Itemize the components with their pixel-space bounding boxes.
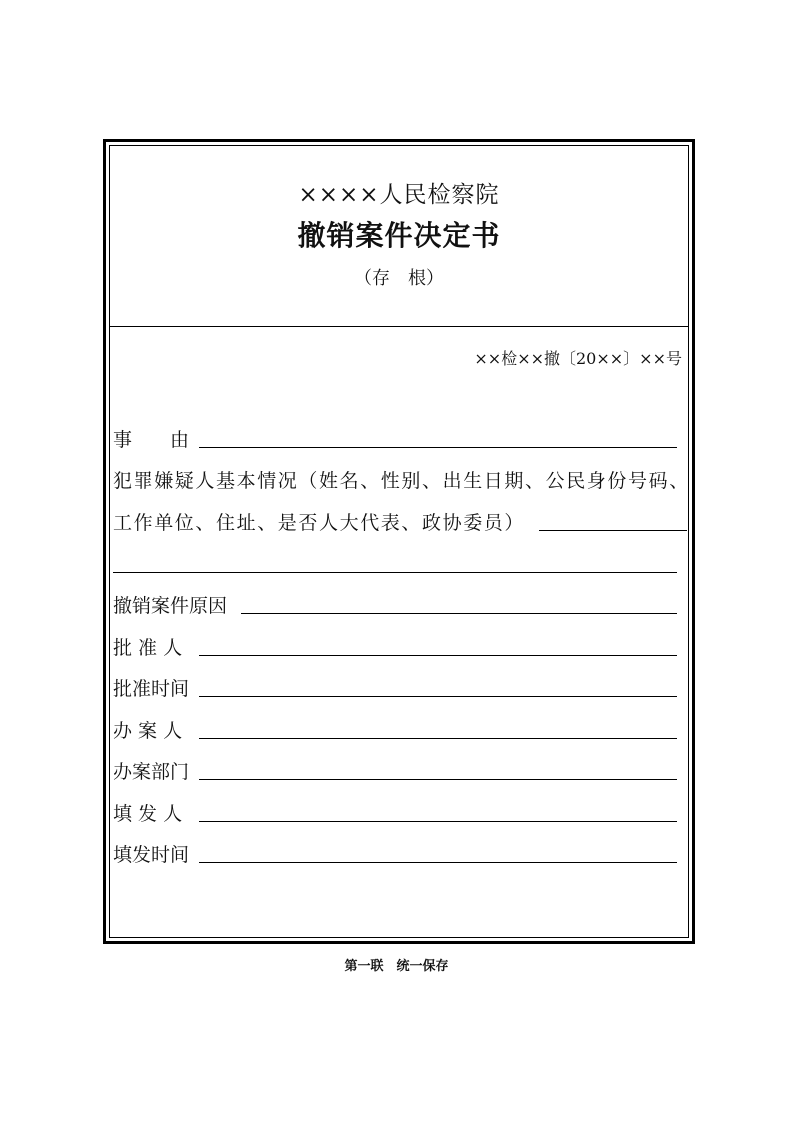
department-label: 办案部门: [113, 761, 190, 783]
reason-input-line[interactable]: [241, 613, 677, 614]
cause-input-line[interactable]: [199, 447, 677, 448]
department-input-line[interactable]: [199, 779, 677, 780]
form-frame: [103, 139, 695, 944]
approver-label: 批 准 人: [113, 637, 183, 659]
document-number: ××检××撤〔20××〕××号: [474, 349, 682, 368]
issuer-label: 填 发 人: [113, 803, 183, 825]
reason-label: 撤销案件原因: [113, 595, 228, 617]
approval-time-label: 批准时间: [113, 678, 190, 700]
procuratorate-name: ××××人民检察院: [298, 182, 500, 208]
document-subtitle: （存 根）: [354, 268, 444, 289]
handler-label: 办 案 人: [113, 720, 183, 742]
document-title: 撤销案件决定书: [297, 219, 501, 252]
approval-time-input-line[interactable]: [199, 696, 677, 697]
form-inner-border: [109, 145, 689, 938]
suspect-info-input-line2[interactable]: [113, 572, 677, 573]
cause-label: 事 由: [113, 429, 190, 451]
suspect-info-input-line1[interactable]: [539, 530, 687, 531]
suspect-info-label-line1: 犯罪嫌疑人基本情况（姓名、性别、出生日期、公民身份号码、: [113, 470, 690, 492]
issue-time-label: 填发时间: [113, 844, 190, 866]
form-header: [110, 146, 688, 327]
suspect-info-label-line2: 工作单位、住址、是否人大代表、政协委员）: [113, 512, 526, 534]
copy-note-footer: 第一联 统一保存: [344, 959, 449, 974]
issuer-input-line[interactable]: [199, 821, 677, 822]
approver-input-line[interactable]: [199, 655, 677, 656]
handler-input-line[interactable]: [199, 738, 677, 739]
issue-time-input-line[interactable]: [199, 862, 677, 863]
